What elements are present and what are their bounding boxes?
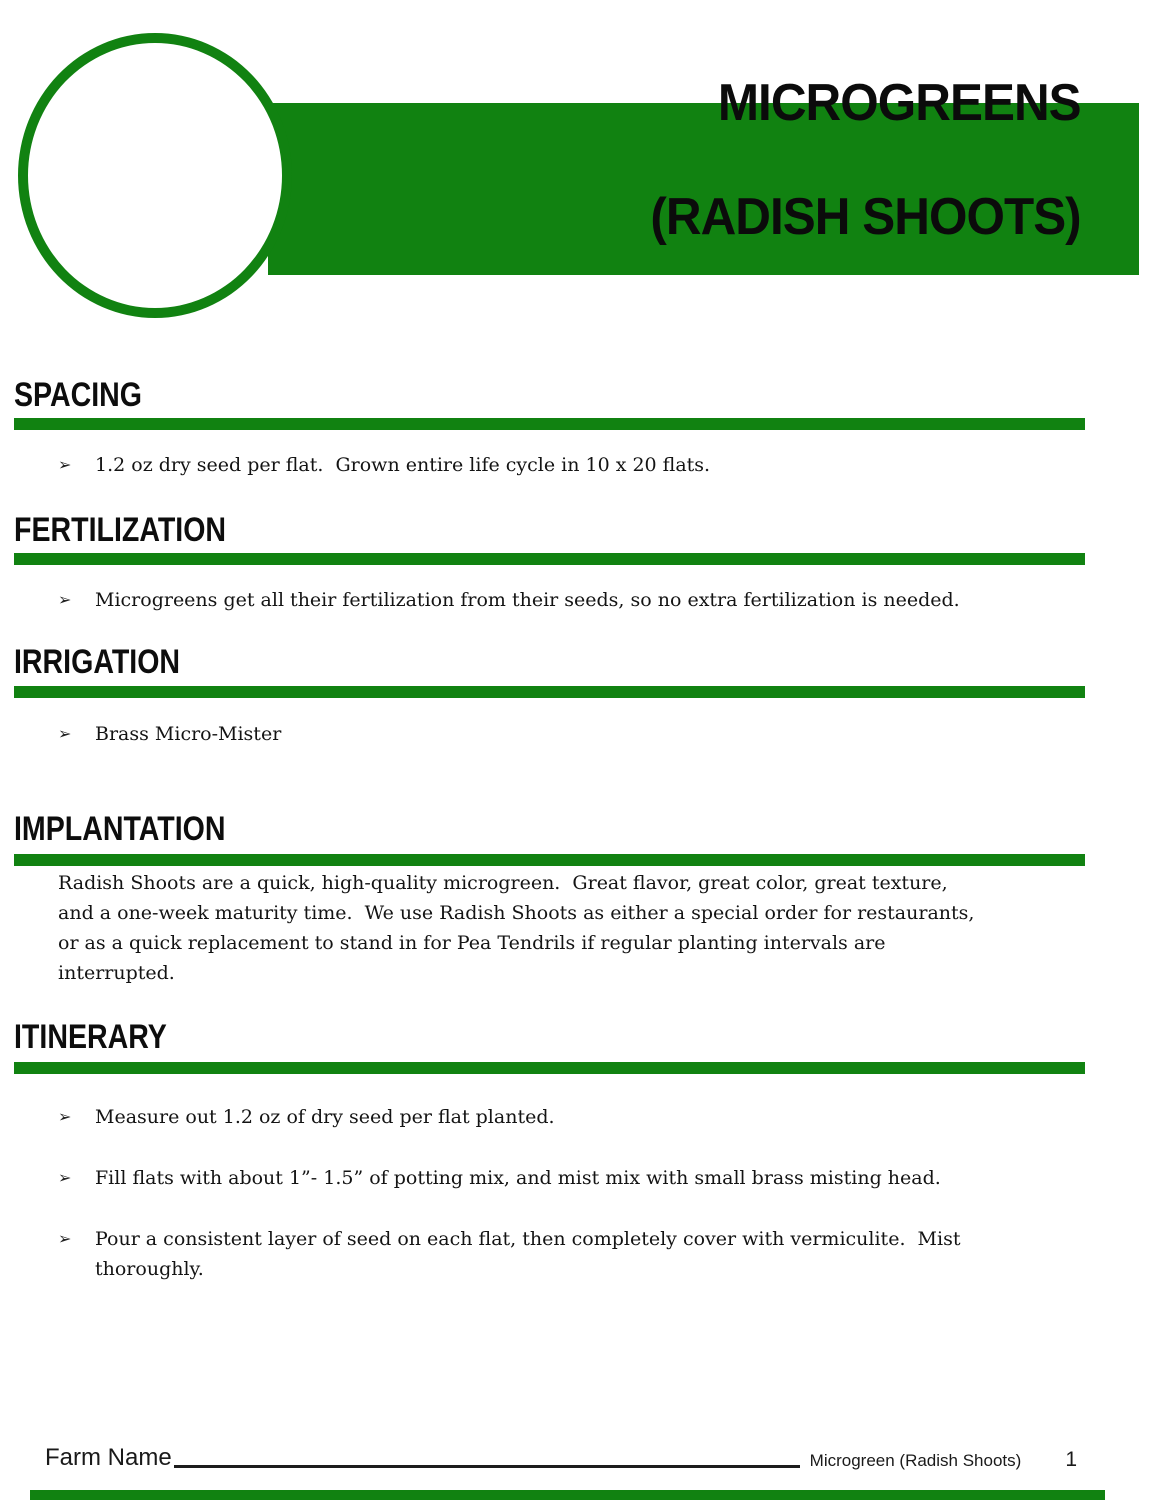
bullet-item: [58, 1224, 1118, 1284]
section-heading-fertilization: FERTILIZATION: [14, 511, 227, 549]
section-divider-bar: [14, 1062, 1085, 1074]
footer-page-number: 1: [1065, 1448, 1077, 1471]
bullet-text: Microgreens get all their fertilization from their seeds, so no extra fertilization is needed.: [95, 589, 960, 611]
arrow-bullet-icon: ➢: [58, 1107, 72, 1126]
bullet-text-line1: Pour a consistent layer of seed on each flat, then completely cover with vermiculite. Mist: [95, 1228, 961, 1250]
section-divider-bar: [14, 418, 1085, 430]
farm-name-blank-line: [174, 1458, 800, 1468]
arrow-bullet-icon: ➢: [58, 455, 72, 474]
paragraph-line: Radish Shoots are a quick, high-quality microgreen. Great flavor, great color, great texture,: [58, 872, 948, 894]
footer-doc-label: Microgreen (Radish Shoots): [809, 1451, 1022, 1470]
bullet-text: Fill flats with about 1”- 1.5” of potting mix, and mist mix with small brass misting head.: [95, 1167, 941, 1189]
section-heading-itinerary: ITINERARY: [14, 1018, 167, 1056]
logo-circle: [18, 33, 292, 318]
paragraph-line: interrupted.: [58, 962, 175, 984]
bullet-item: [58, 719, 1118, 749]
bullet-item: [58, 1163, 1118, 1193]
paragraph-line: or as a quick replacement to stand in for Pea Tendrils if regular planting intervals are: [58, 932, 886, 954]
bullet-text: [95, 1224, 960, 1284]
section-divider-bar: [14, 553, 1085, 565]
bullet-item: [58, 1102, 1118, 1132]
arrow-bullet-icon: ➢: [58, 1229, 72, 1248]
section-heading-irrigation: IRRIGATION: [14, 643, 181, 681]
bullet-text-line2: thoroughly.: [95, 1258, 204, 1280]
section-heading-implantation: IMPLANTATION: [14, 810, 226, 848]
page-title-line2: (RADISH SHOOTS): [650, 188, 1081, 246]
page-title: [574, 75, 1081, 303]
farm-name-label: Farm Name: [45, 1444, 172, 1471]
arrow-bullet-icon: ➢: [58, 724, 72, 743]
bullet-text: 1.2 oz dry seed per flat. Grown entire life cycle in 10 x 20 flats.: [95, 454, 711, 476]
section-divider-bar: [14, 854, 1085, 866]
arrow-bullet-icon: ➢: [58, 1168, 72, 1187]
section-divider-bar: [14, 686, 1085, 698]
bullet-text: Measure out 1.2 oz of dry seed per flat planted.: [95, 1106, 555, 1128]
bullet-item: [58, 585, 1118, 615]
page-footer: [45, 1434, 1077, 1470]
section-heading-spacing: SPACING: [14, 376, 143, 414]
page-title-line1: MICROGREENS: [718, 74, 1081, 132]
arrow-bullet-icon: ➢: [58, 590, 72, 609]
paragraph-line: and a one-week maturity time. We use Radish Shoots as either a special order for restaurants,: [58, 902, 975, 924]
header-band: [268, 74, 1139, 275]
bullet-item: [58, 450, 1118, 480]
bottom-border-bar: [30, 1490, 1105, 1500]
bullet-text: Brass Micro-Mister: [95, 723, 282, 745]
